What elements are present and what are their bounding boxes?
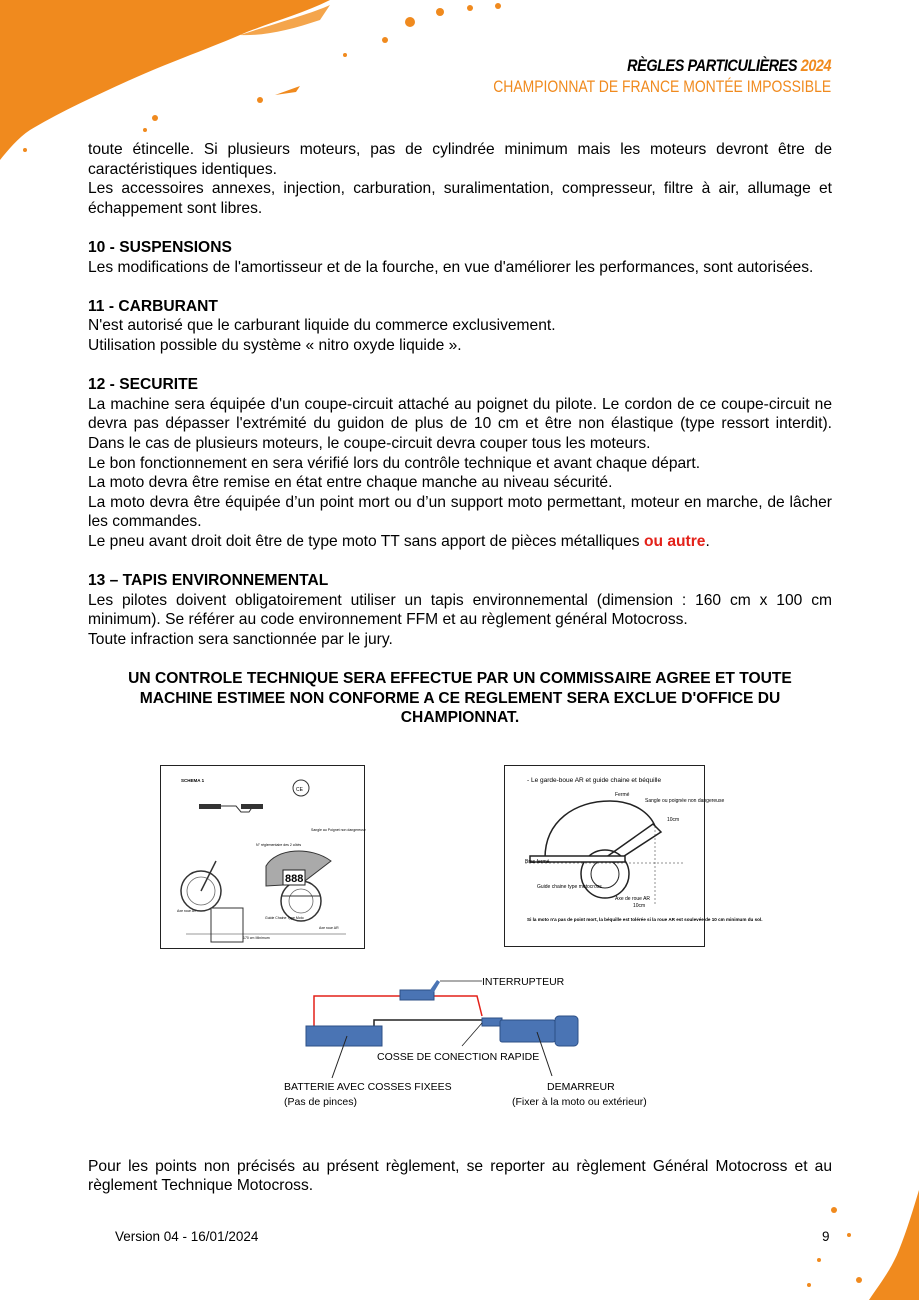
svg-text:Axe de roue AR: Axe de roue AR — [615, 896, 651, 902]
svg-text:(Pas de pinces): (Pas de pinces) — [284, 1096, 357, 1108]
paragraph: Toute infraction sera sanctionnée par le jury. — [88, 630, 393, 648]
notice-paragraph: UN CONTROLE TECHNIQUE SERA EFFECTUE PAR UN COMMISSAIRE AGREE ET TOUTE MACHINE ESTIMEE NON CONFORME A CE REGLEMENT SERA EXCLUE D'OFFICE DU CHAMPIONNAT. — [128, 670, 792, 727]
section-title: 13 – TAPIS ENVIRONNEMENTAL — [88, 572, 329, 590]
page-header — [419, 56, 831, 98]
svg-text:Axe roue AV: Axe roue AV — [177, 909, 197, 913]
closing-paragraph: Pour les points non précisés au présent règlement, se reporter au règlement Général Motocross et au règlement Technique Motocross. — [88, 1157, 832, 1195]
paragraph: Les pilotes doivent obligatoirement utiliser un tapis environnemental (dimension : 160 cm x 100 cm minimum). Se référer au code environnement FFM et au règlement général Motocross. — [88, 591, 832, 629]
page-number: 9 — [822, 1229, 830, 1244]
svg-text:Fermé: Fermé — [615, 792, 630, 798]
paragraph: Utilisation possible du système « nitro oxyde liquide ». — [88, 336, 462, 354]
header-title: RÈGLES PARTICULIÈRES 2024 — [626, 56, 831, 75]
svg-text:Sangle ou poignée non dangereu: Sangle ou poignée non dangereuse — [645, 798, 725, 804]
svg-text:- Le garde-boue AR et guide ch: - Le garde-boue AR et guide chaine et béquille — [527, 777, 662, 784]
header-subtitle: CHAMPIONNAT DE FRANCE MONTÉE IMPOSSIBLE — [493, 77, 831, 96]
paragraph: La moto devra être équipée d’un point mort ou d’un support moto permettant, moteur en marche, de lâcher les commandes. — [88, 493, 832, 531]
paragraph: Les modifications de l'amortisseur et de la fourche, en vue d'améliorer les performances, sont autorisées. — [88, 258, 814, 276]
svg-text:N° réglementaire des 2 côtés: N° réglementaire des 2 côtés — [256, 843, 302, 847]
svg-text:888: 888 — [285, 873, 304, 885]
svg-text:Si la moto n'a pas de point mo: Si la moto n'a pas de point mort, la béquille est tolérée si la roue AR est soulevée de 10 cm minimum du sol. — [527, 917, 763, 922]
svg-text:10cm: 10cm — [633, 903, 646, 909]
paragraph: N'est autorisé que le carburant liquide du commerce exclusivement. — [88, 317, 556, 335]
orange-splash-decoration — [779, 1190, 919, 1300]
svg-text:Bras fermé: Bras fermé — [525, 859, 550, 865]
paragraph: La moto devra être remise en état entre chaque manche au niveau sécurité. — [88, 474, 613, 492]
highlight-red: ou autre — [643, 532, 706, 550]
section-title: 12 - SECURITE — [88, 376, 199, 394]
svg-text:BATTERIE AVEC COSSES FIXEES: BATTERIE AVEC COSSES FIXEES — [284, 1081, 452, 1093]
motorcycle-schema-diagram — [160, 765, 365, 949]
paragraph: La machine sera équipée d'un coupe-circuit attaché au poignet du pilote. Le cordon de ce coupe-circuit ne devra pas dépasser l'extrémité du guidon de plus de 10 cm et être non élastique (type ressort interdit). Dans le cas de plusieurs moteurs, le coupe-circuit devra couper tous les moteurs. — [88, 395, 832, 452]
paragraph: toute étincelle. Si plusieurs moteurs, pas de cylindrée minimum mais les moteurs devront être de caractéristiques identiques. — [88, 141, 832, 178]
section-title: 10 - SUSPENSIONS — [88, 238, 232, 256]
svg-text:(Fixer à la moto ou extérieur): (Fixer à la moto ou extérieur) — [512, 1096, 647, 1108]
svg-text:10cm: 10cm — [667, 817, 680, 823]
svg-text:Axe roue AR: Axe roue AR — [319, 926, 339, 930]
paragraph: Les accessoires annexes, injection, carburation, suralimentation, compresseur, filtre à air, allumage et échappement sont libres. — [88, 180, 832, 217]
svg-text:INTERRUPTEUR: INTERRUPTEUR — [482, 976, 565, 988]
footer-version: Version 04 - 16/01/2024 — [115, 1229, 259, 1244]
section-title: 11 - CARBURANT — [88, 297, 218, 315]
paragraph: Le bon fonctionnement en sera vérifié lors du contrôle technique et avant chaque départ. — [88, 454, 701, 472]
electrical-wiring-diagram — [282, 968, 682, 1118]
svg-text:170 cm Minimum: 170 cm Minimum — [243, 936, 270, 940]
paragraph: Le pneu avant droit doit être de type moto TT sans apport de pièces métalliques ou autre. — [88, 532, 710, 550]
svg-text:COSSE DE CONECTION RAPIDE: COSSE DE CONECTION RAPIDE — [377, 1051, 540, 1063]
svg-text:CE: CE — [296, 787, 303, 793]
header-year: 2024 — [800, 56, 831, 75]
svg-text:Sangle au Poignet non dangereu: Sangle au Poignet non dangereuse — [311, 828, 366, 832]
svg-text:DEMARREUR: DEMARREUR — [547, 1081, 615, 1093]
svg-text:Guide Chaine Type Moto: Guide Chaine Type Moto — [265, 916, 304, 920]
svg-text:Guide chaine type motocross: Guide chaine type motocross — [537, 884, 602, 890]
rear-fender-diagram — [504, 765, 763, 947]
svg-text:SCHEMA 1: SCHEMA 1 — [181, 778, 205, 783]
main-text — [88, 140, 832, 728]
